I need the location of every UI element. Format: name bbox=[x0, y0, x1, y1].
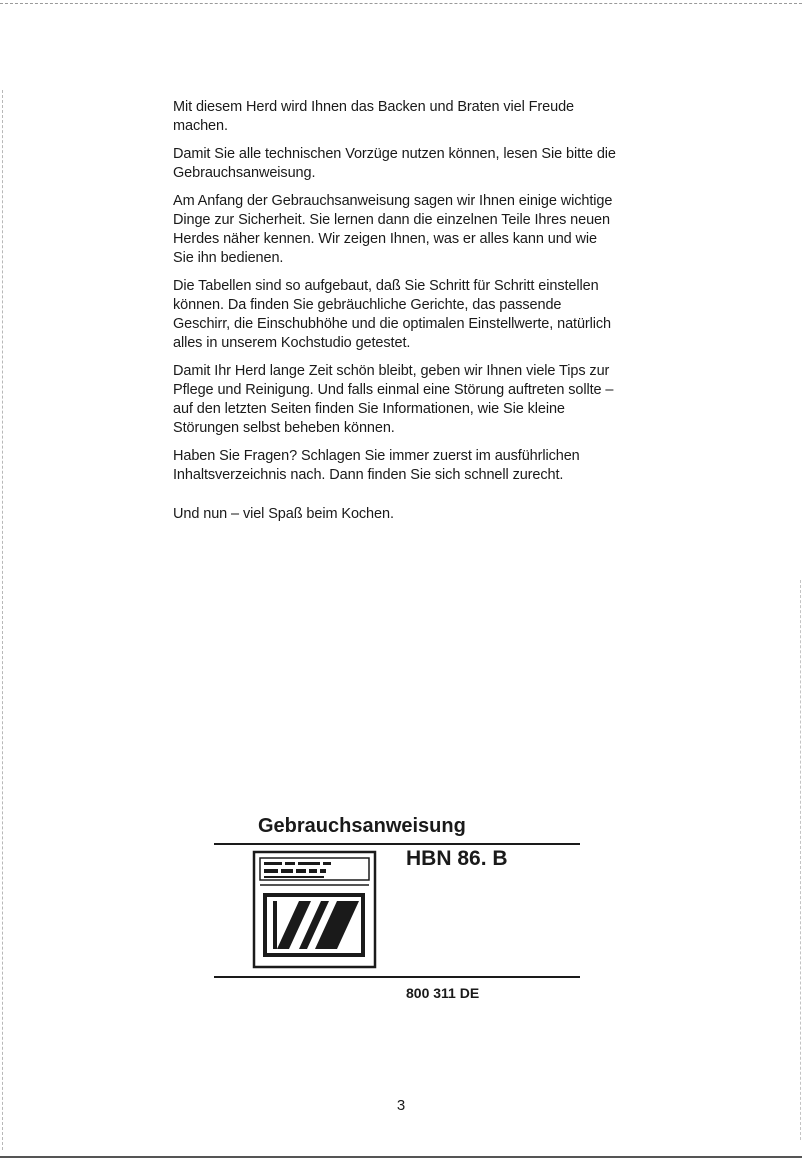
intro-paragraph-5: Damit Ihr Herd lange Zeit schön bleibt, geben wir Ihnen viele Tips zur Pflege und Reinigung. Und falls einmal eine Störung auftreten sollte – auf den letzten Seiten finden Sie Informationen, wie Sie kleine Störungen selbst beheben können. bbox=[173, 363, 614, 436]
scan-edge-right bbox=[800, 580, 801, 1140]
intro-paragraph-3: Am Anfang der Gebrauchsanweisung sagen wir Ihnen einige wichtige Dinge zur Sicherheit. Sie lernen dann die einzelnen Teile Ihres neuen Herdes näher kennen. Wir zeigen Ihnen, was er alles kann und wie Sie ihn bedienen. bbox=[173, 193, 613, 266]
oven-icon bbox=[251, 849, 389, 971]
scan-edge-left bbox=[2, 90, 3, 1150]
closing-line: Und nun – viel Spaß beim Kochen. bbox=[173, 506, 394, 522]
scan-edge-top bbox=[0, 3, 802, 4]
scan-edge-bottom bbox=[0, 1156, 802, 1158]
intro-paragraph-6: Haben Sie Fragen? Schlagen Sie immer zuerst im ausführlichen Inhaltsverzeichnis nach. Dann finden Sie sich schnell zurecht. bbox=[173, 448, 580, 483]
title-rule-bottom bbox=[214, 976, 580, 978]
intro-paragraph-4: Die Tabellen sind so aufgebaut, daß Sie Schritt für Schritt einstellen können. Da finden Sie gebräuchliche Gerichte, das passende Geschirr, die Einschubhöhe und die optimalen Einstellwerte, natürlich alles in unserem Kochstudio getestet. bbox=[173, 278, 612, 351]
document-title: Gebrauchsanweisung bbox=[258, 815, 466, 837]
order-number: 800 311 DE bbox=[406, 985, 480, 1001]
title-rule-top bbox=[214, 843, 580, 845]
intro-paragraph-2: Damit Sie alle technischen Vorzüge nutzen können, lesen Sie bitte die Gebrauchsanweisung. bbox=[173, 146, 616, 181]
intro-text bbox=[173, 98, 621, 533]
page-number: 3 bbox=[396, 1097, 406, 1114]
model-number: HBN 86. B bbox=[406, 847, 508, 870]
intro-paragraph-1: Mit diesem Herd wird Ihnen das Backen und Braten viel Freude machen. bbox=[173, 99, 575, 134]
